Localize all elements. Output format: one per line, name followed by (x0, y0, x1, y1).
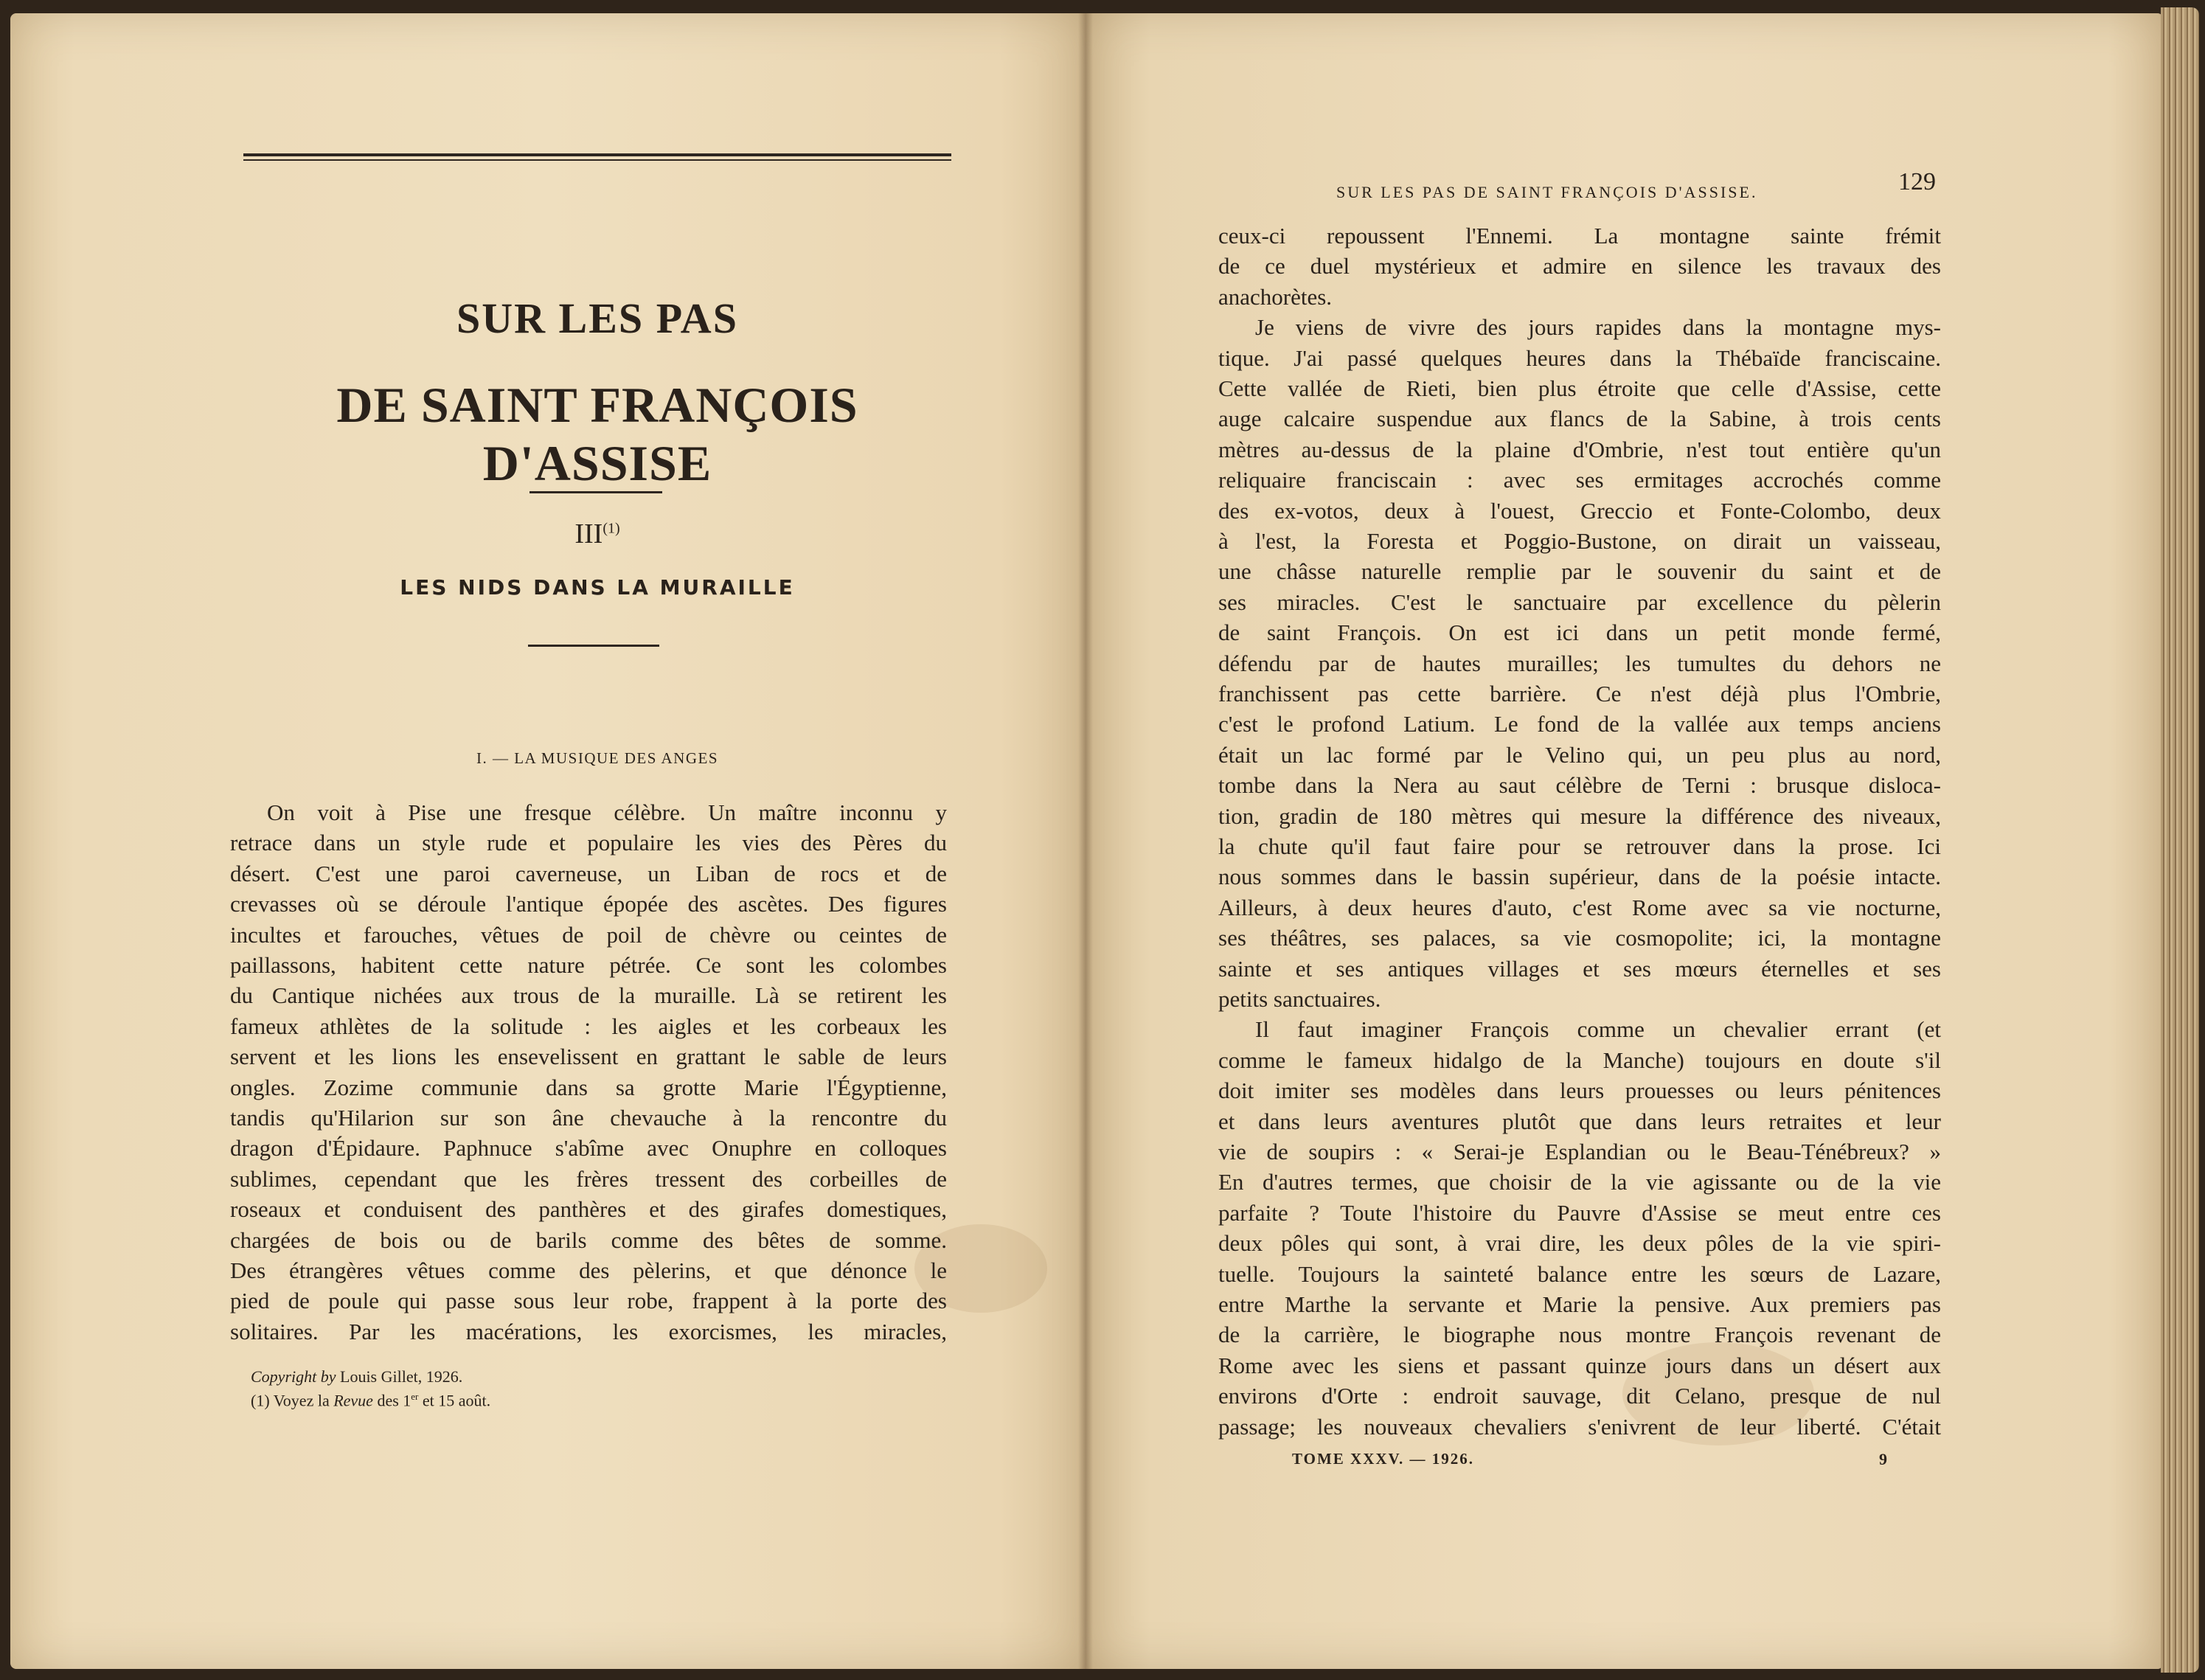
text-line: de ce duel mystérieux et admire en silence les travaux des (1218, 253, 1941, 280)
text-line: ceux-ci repoussent l'Ennemi. La montagne sainte frémit (1218, 223, 1941, 249)
footer-signature: 9 (1879, 1450, 1887, 1468)
text-line: passage; les nouveaux chevaliers s'enivrent de leur liberté. C'était (1218, 1413, 1941, 1440)
text-line: la chute qu'il faut faire pour se retrouver dans la prose. Ici (1218, 833, 1941, 859)
text-line: ses miracles. C'est le sanctuaire par excellence du pèlerin (1218, 589, 1941, 615)
title-divider (529, 491, 662, 493)
part-note-ref: (1) (603, 520, 620, 537)
text-line: On voit à Pise une fresque célèbre. Un maître inconnu y (267, 799, 947, 825)
footnote-1-text-a: (1) Voyez la (251, 1391, 334, 1410)
text-line: ongles. Zozime communie dans sa grotte Marie l'Égyptienne, (230, 1074, 947, 1100)
text-line: solitaires. Par les macérations, les exorcismes, les miracles, (230, 1318, 947, 1344)
text-line: crevasses où se déroule l'antique épopée des ascètes. Des figures (230, 891, 947, 917)
text-line: mètres au-dessus de la plaine d'Ombrie, n'est tout entière qu'un (1218, 436, 1941, 462)
text-line: et dans leurs aventures plutôt que dans leurs retraites et leur (1218, 1108, 1941, 1134)
text-line: ses théâtres, ses palaces, sa vie cosmopolite; ici, la montagne (1218, 925, 1941, 951)
footnote-1-sup: er (411, 1391, 419, 1402)
text-line: Cette vallée de Rieti, bien plus étroite que celle d'Assise, cette (1218, 375, 1941, 401)
top-double-rule (243, 153, 951, 161)
text-line: de saint François. On est ici dans un petit monde fermé, (1218, 619, 1941, 646)
text-line: c'est le profond Latium. Le fond de la vallée aux temps anciens (1218, 711, 1941, 737)
text-line: désert. C'est une paroi caverneuse, un Liban de rocs et de (230, 860, 947, 886)
text-line: franchissent pas cette barrière. Ce n'est déjà plus l'Ombrie, (1218, 681, 1941, 707)
footnote-1 (251, 1391, 490, 1410)
running-head: SUR LES PAS DE SAINT FRANÇOIS D'ASSISE. (1336, 183, 1758, 201)
text-line: vie de soupirs : « Serai-je Esplandian ou le Beau-Ténébreux? » (1218, 1139, 1941, 1164)
text-line: doit imiter ses modèles dans leurs prouesses ou leurs pénitences (1218, 1077, 1941, 1104)
footnote-1-text-c: et 15 août. (418, 1391, 491, 1410)
text-line: environs d'Orte : endroit sauvage, dit Celano, presque de nul (1218, 1383, 1941, 1409)
footnote-copyright-text: Louis Gillet, 1926. (336, 1367, 463, 1386)
text-line: comme le fameux hidalgo de la Manche) toujours en doute s'il (1218, 1046, 1941, 1073)
text-line: En d'autres termes, que choisir de la vie agissante ou de la vie (1218, 1169, 1941, 1195)
book-gutter (1078, 13, 1093, 1669)
page-number: 129 (1898, 168, 1936, 195)
section-title: I. — LA MUSIQUE DES ANGES (476, 749, 718, 767)
text-line: des ex-votos, deux à l'ouest, Greccio et Fonte-Colombo, deux (1218, 497, 1941, 524)
text-line: dragon d'Épidaure. Paphnuce s'abîme avec Onuphre en colloques (230, 1135, 947, 1162)
page-edges (2161, 7, 2199, 1673)
text-line: tuelle. Toujours la sainteté balance entre les sœurs de Lazare, (1218, 1260, 1941, 1287)
footnote-copyright-italic: Copyright by (251, 1367, 336, 1386)
text-line: paillassons, habitent cette nature pétrée. Ce sont les colombes (230, 952, 947, 978)
chapter-title: LES NIDS DANS LA MURAILLE (400, 575, 795, 600)
part-heading (243, 518, 951, 550)
text-line: pied de poule qui passe sous leur robe, frappent à la porte des (230, 1288, 947, 1314)
text-line: roseaux et conduisent des panthères et des girafes domestiques, (230, 1196, 947, 1223)
footnote-copyright (251, 1367, 462, 1386)
footnote-1-italic: Revue (333, 1391, 373, 1410)
text-line: Rome avec les siens et passant quinze jours dans un désert aux (1218, 1352, 1941, 1378)
title-line-2: DE SAINT FRANÇOIS D'ASSISE (336, 377, 858, 491)
text-line: deux pôles qui sont, à vrai dire, les deux pôles de la vie spiri- (1218, 1230, 1941, 1257)
title-line-1: SUR LES PAS (456, 294, 738, 342)
text-line: chargées de bois ou de barils comme des bêtes de somme. (230, 1226, 947, 1253)
footer-volume: TOME XXXV. — 1926. (1292, 1450, 1474, 1468)
text-line: Des étrangères vêtues comme des pèlerins, et que dénonce le (230, 1257, 947, 1283)
text-line: tandis qu'Hilarion sur son âne chevauche à la rencontre du (230, 1105, 947, 1131)
chapter-divider (528, 645, 659, 647)
text-line: tombe dans la Nera au saut célèbre de Terni : brusque disloca- (1218, 772, 1941, 799)
text-line: était un lac formé par le Velino qui, un peu plus au nord, (1218, 741, 1941, 768)
text-line: incultes et farouches, vêtues de poil de chèvre ou ceintes de (230, 921, 947, 948)
text-line: Ailleurs, à deux heures d'auto, c'est Rome avec sa vie nocturne, (1218, 894, 1941, 920)
text-line: tique. J'ai passé quelques heures dans la Thébaïde franciscaine. (1218, 344, 1941, 371)
text-line: parfaite ? Toute l'histoire du Pauvre d'Assise se meut entre ces (1218, 1199, 1941, 1226)
part-number: III (574, 518, 603, 549)
text-line: sainte et ses antiques villages et ses mœurs éternelles et ses (1218, 955, 1941, 982)
text-line: retrace dans un style rude et populaire les vies des Pères du (230, 830, 947, 856)
text-line: Je viens de vivre des jours rapides dans la montagne mys- (1255, 314, 1941, 341)
text-line: une châsse naturelle remplie par le souvenir du saint et de (1218, 558, 1941, 585)
text-line: fameux athlètes de la solitude : les aigles et les corbeaux les (230, 1013, 947, 1039)
text-line: défendu par de hautes murailles; les tumultes du dehors ne (1218, 650, 1941, 676)
text-line: tion, gradin de 180 mètres qui mesure la différence des niveaux, (1218, 802, 1941, 829)
text-line: du Cantique nichées aux trous de la muraille. Là se retirent les (230, 982, 947, 1009)
text-line: Il faut imaginer François comme un chevalier errant (et (1255, 1016, 1941, 1043)
text-line: sublimes, cependant que les frères tressent des corbeilles de (230, 1165, 947, 1192)
text-line: à l'est, la Foresta et Poggio-Bustone, on dirait un vaisseau, (1218, 528, 1941, 554)
text-line: auge calcaire suspendue aux flancs de la Sabine, à trois cents (1218, 406, 1941, 432)
text-line: petits sanctuaires. (1218, 986, 1381, 1012)
text-line: nous sommes dans le bassin supérieur, dans de la poésie intacte. (1218, 864, 1941, 890)
text-line: reliquaire franciscain : avec ses ermitages accrochés comme (1218, 467, 1941, 493)
text-line: de la carrière, le biographe nous montre François revenant de (1218, 1322, 1941, 1348)
footnote-1-text-b: des 1 (372, 1391, 412, 1410)
text-line: servent et les lions les ensevelissent en grattant le sable de leurs (230, 1044, 947, 1070)
text-line: entre Marthe la servante et Marie la pensive. Aux premiers pas (1218, 1291, 1941, 1317)
text-line: anachorètes. (1218, 283, 1333, 310)
